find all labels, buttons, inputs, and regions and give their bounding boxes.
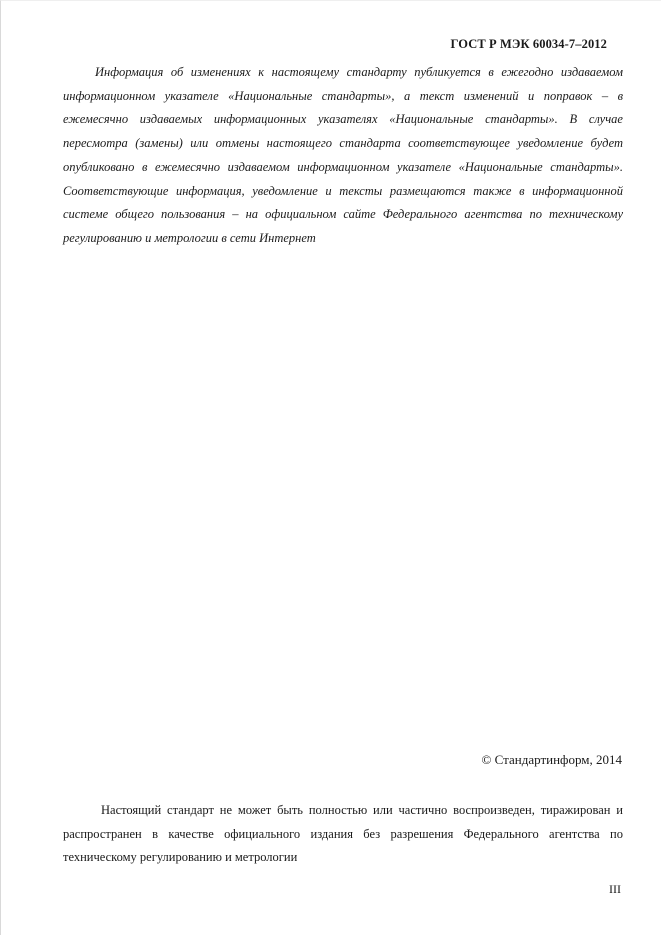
amendments-notice-paragraph: Информация об изменениях к настоящему стандарту публикуется в ежегодно издаваемом информационном указателе «Национальные стандарты», а текст изменений и поправок – в ежемесячно издаваемых информационных указателях «Национальные стандарты». В случае пересмотра (замены) или отмены настоящего стандарта соответствующее уведомление будет опубликовано в ежемесячно издаваемом информационном указателе «Национальные стандарты». Соответствующие информация, уведомление и тексты размещаются также в информационной системе общего пользования – на официальном сайте Федерального агентства по техническому регулированию и метрологии в сети Интернет [63, 65, 623, 245]
page-number: III [609, 882, 621, 896]
reproduction-restriction-paragraph: Настоящий стандарт не может быть полностью или частично воспроизведен, тиражирован и распространен в качестве официального издания без разрешения Федерального агентства по техническому регулированию и метрологии [63, 803, 623, 865]
standard-code-header: ГОСТ Р МЭК 60034-7–2012 [450, 37, 607, 51]
copyright-line: © Стандартинформ, 2014 [481, 752, 622, 767]
